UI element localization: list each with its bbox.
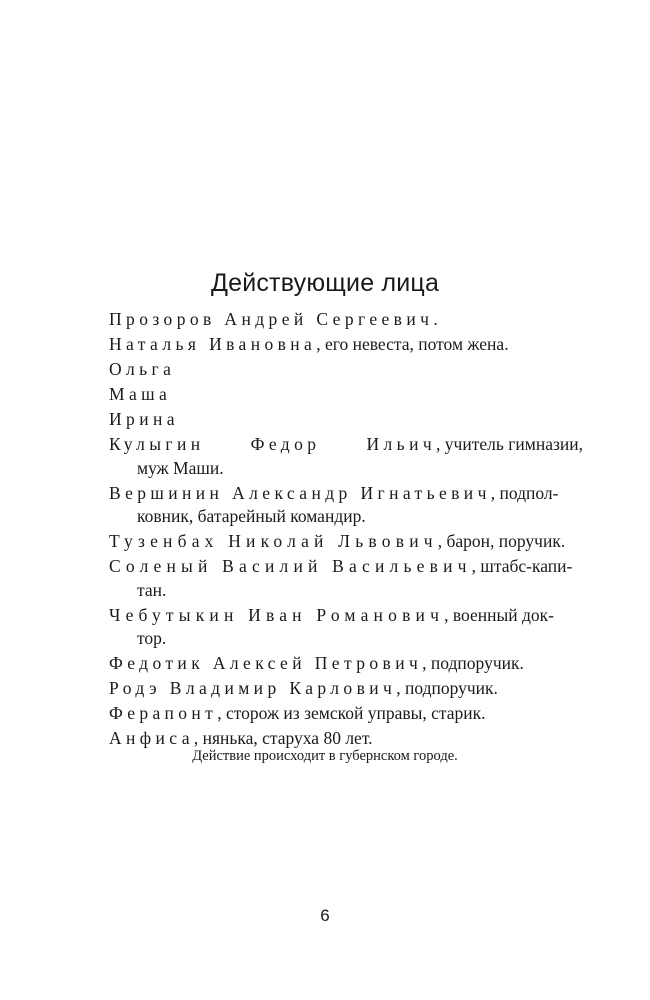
cast-line <box>109 702 583 726</box>
cast-item-tuzenbakh <box>109 530 583 554</box>
cast-item-natalya <box>109 333 583 357</box>
cast-item-rode <box>109 677 583 701</box>
cast-list <box>109 308 583 752</box>
character-description: , подпоручик. <box>422 653 524 673</box>
character-description: . <box>433 309 438 329</box>
character-description: , учитель гимназии, <box>436 434 583 454</box>
cast-line <box>109 333 583 357</box>
character-name: Прозоров Андрей Сергеевич <box>109 309 434 329</box>
character-description: , барон, поручик. <box>437 531 566 551</box>
character-name-part: Федор <box>250 434 321 454</box>
cast-item-masha <box>109 383 583 407</box>
cast-item-ferapont <box>109 702 583 726</box>
character-description: , его невеста, потом жена. <box>316 334 509 354</box>
character-description: , штабс-капи- <box>471 556 573 576</box>
cast-item-chebutykin <box>109 604 583 651</box>
character-name: Федотик Алексей Петрович <box>109 653 423 673</box>
cast-item-fedotik <box>109 652 583 676</box>
character-description: , нянька, старуха 80 лет. <box>193 728 373 748</box>
character-name: Ольга <box>109 359 176 379</box>
character-name: Вершинин Александр Игнатьевич <box>109 482 491 503</box>
character-description-continued: тор. <box>137 628 167 648</box>
character-description-continued: тан. <box>137 579 167 600</box>
character-description: , подпоручик. <box>396 678 498 698</box>
character-description: , сторож из земской управы, старик. <box>217 703 486 723</box>
page-number: 6 <box>320 906 330 925</box>
cast-item-vershinin <box>109 482 583 529</box>
character-name-part: Кулыгин <box>109 434 205 454</box>
cast-line <box>109 604 583 628</box>
character-description-continued: муж Маши. <box>137 457 224 478</box>
character-name: Наталья Ивановна <box>109 334 317 354</box>
character-description-continued: ковник, батарейный командир. <box>137 506 366 526</box>
cast-item-irina <box>109 408 583 432</box>
page-heading: Действующие лица <box>210 269 440 297</box>
character-name: Соленый Василий Васильевич <box>109 556 472 576</box>
cast-line <box>109 652 583 676</box>
cast-line <box>109 308 583 332</box>
character-name: Тузенбах Николай Львович <box>109 531 438 551</box>
cast-line-tail <box>367 433 583 457</box>
cast-item-olga <box>109 358 583 382</box>
character-name-part: Ильич <box>366 434 437 454</box>
character-name: Чебутыкин Иван Романович <box>109 604 445 625</box>
character-name: Маша <box>109 384 172 404</box>
cast-item-kulygin <box>109 433 583 480</box>
cast-line <box>109 383 583 407</box>
character-name: Родэ Владимир Карлович <box>109 678 397 698</box>
character-name: Анфиса <box>109 728 194 748</box>
character-description: , военный док- <box>444 604 554 625</box>
setting-note: Действие происходит в губернском городе. <box>192 748 458 764</box>
character-description: , подпол- <box>490 482 559 503</box>
cast-line <box>109 530 583 554</box>
cast-item-prozorov <box>109 308 583 332</box>
cast-line <box>109 433 583 457</box>
cast-line <box>109 408 583 432</box>
cast-line <box>109 677 583 701</box>
cast-line <box>109 482 583 506</box>
cast-line <box>109 555 583 579</box>
cast-item-solyony <box>109 555 583 602</box>
character-name: Ферапонт <box>109 703 218 723</box>
character-name: Ирина <box>109 409 179 429</box>
cast-line <box>109 358 583 382</box>
